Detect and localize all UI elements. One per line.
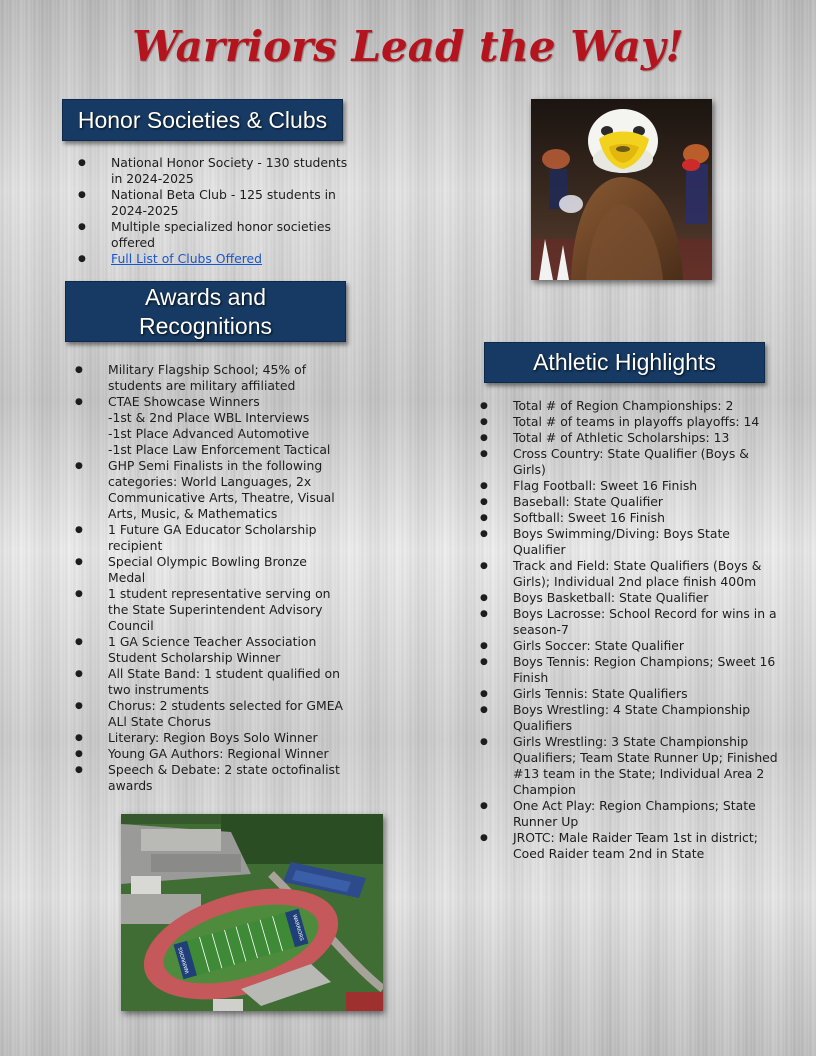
honor-societies-list: [78, 155, 350, 267]
list-item: [75, 394, 345, 458]
list-item: ● Softball: Sweet 16 Finish: [480, 510, 780, 526]
list-item: ● Military Flagship School; 45% of students are military affiliated: [75, 362, 345, 394]
page-title: Warriors Lead the Way!: [132, 22, 684, 71]
list-item: ● Young GA Authors: Regional Winner: [75, 746, 345, 762]
ctae-subitem: -1st Place Advanced Automotive: [108, 426, 310, 441]
list-item: ● Total # of teams in playoffs playoffs: 14: [480, 414, 780, 430]
list-item: ● National Beta Club - 125 students in 2024-2025: [78, 187, 350, 219]
ctae-subitem: -1st & 2nd Place WBL Interviews: [108, 410, 310, 425]
ctae-subitem: -1st Place Law Enforcement Tactical: [108, 442, 331, 457]
list-item: ● Girls Soccer: State Qualifier: [480, 638, 780, 654]
end-zone-text: WARRIORS: [291, 913, 305, 942]
list-item: ● Boys Tennis: Region Champions; Sweet 16 Finish: [480, 654, 780, 686]
list-item: ● GHP Semi Finalists in the following categories: World Languages, 2x Communicative Arts, Theatre, Visual Arts, Music, & Mathematics: [75, 458, 345, 522]
list-item: ● Boys Basketball: State Qualifier: [480, 590, 780, 606]
list-item: ● Flag Football: Sweet 16 Finish: [480, 478, 780, 494]
list-item: ● Literary: Region Boys Solo Winner: [75, 730, 345, 746]
list-item: ● Boys Wrestling: 4 State Championship Qualifiers: [480, 702, 780, 734]
awards-heading-line2: Recognitions: [139, 312, 272, 339]
list-item: ● Speech & Debate: 2 state octofinalist awards: [75, 762, 345, 794]
list-item: ● Boys Swimming/Diving: Boys State Qualifier: [480, 526, 780, 558]
list-item: ● Girls Wrestling: 3 State Championship Qualifiers; Team State Runner Up; Finished #13 team in the State; Individual Area 2 Champion: [480, 734, 780, 798]
list-item: ● Total # of Region Championships: 2: [480, 398, 780, 414]
stadium-aerial-photo: [121, 814, 383, 1011]
list-item: ● Baseball: State Qualifier: [480, 494, 780, 510]
list-item: ● Chorus: 2 students selected for GMEA ALl State Chorus: [75, 698, 345, 730]
list-item: ● Girls Tennis: State Qualifiers: [480, 686, 780, 702]
mascot-photo: [531, 99, 712, 280]
list-item: ● 1 student representative serving on the State Superintendent Advisory Council: [75, 586, 345, 634]
athletic-highlights-list: [480, 398, 780, 862]
ctae-heading: ● CTAE Showcase Winners: [108, 394, 260, 409]
honor-societies-heading: Honor Societies & Clubs: [62, 99, 343, 141]
list-item: ● JROTC: Male Raider Team 1st in district; Coed Raider team 2nd in State: [480, 830, 780, 862]
athletic-highlights-heading: Athletic Highlights: [484, 342, 765, 383]
end-zone-text: WARRIORS: [177, 946, 191, 975]
list-item: ● National Honor Society - 130 students in 2024-2025: [78, 155, 350, 187]
awards-list: [75, 362, 345, 794]
list-item: ● 1 Future GA Educator Scholarship recipient: [75, 522, 345, 554]
full-clubs-list-link[interactable]: Full List of Clubs Offered: [111, 251, 263, 266]
list-item: [78, 251, 350, 267]
list-item: ● Track and Field: State Qualifiers (Boys & Girls); Individual 2nd place finish 400m: [480, 558, 780, 590]
list-item: ● All State Band: 1 student qualified on two instruments: [75, 666, 345, 698]
awards-heading-line1: Awards and: [144, 283, 267, 310]
awards-heading: [65, 281, 346, 342]
list-item: ● 1 GA Science Teacher Association Student Scholarship Winner: [75, 634, 345, 666]
list-item: ● Special Olympic Bowling Bronze Medal: [75, 554, 345, 586]
stadium-illustration: [121, 814, 383, 1011]
list-item: ● Boys Lacrosse: School Record for wins in a season-7: [480, 606, 780, 638]
list-item: ● Multiple specialized honor societies offered: [78, 219, 350, 251]
list-item: ● Cross Country: State Qualifier (Boys & Girls): [480, 446, 780, 478]
list-item: ● Total # of Athletic Scholarships: 13: [480, 430, 780, 446]
eagle-mascot-illustration: [531, 99, 712, 280]
list-item: ● One Act Play: Region Champions; State Runner Up: [480, 798, 780, 830]
